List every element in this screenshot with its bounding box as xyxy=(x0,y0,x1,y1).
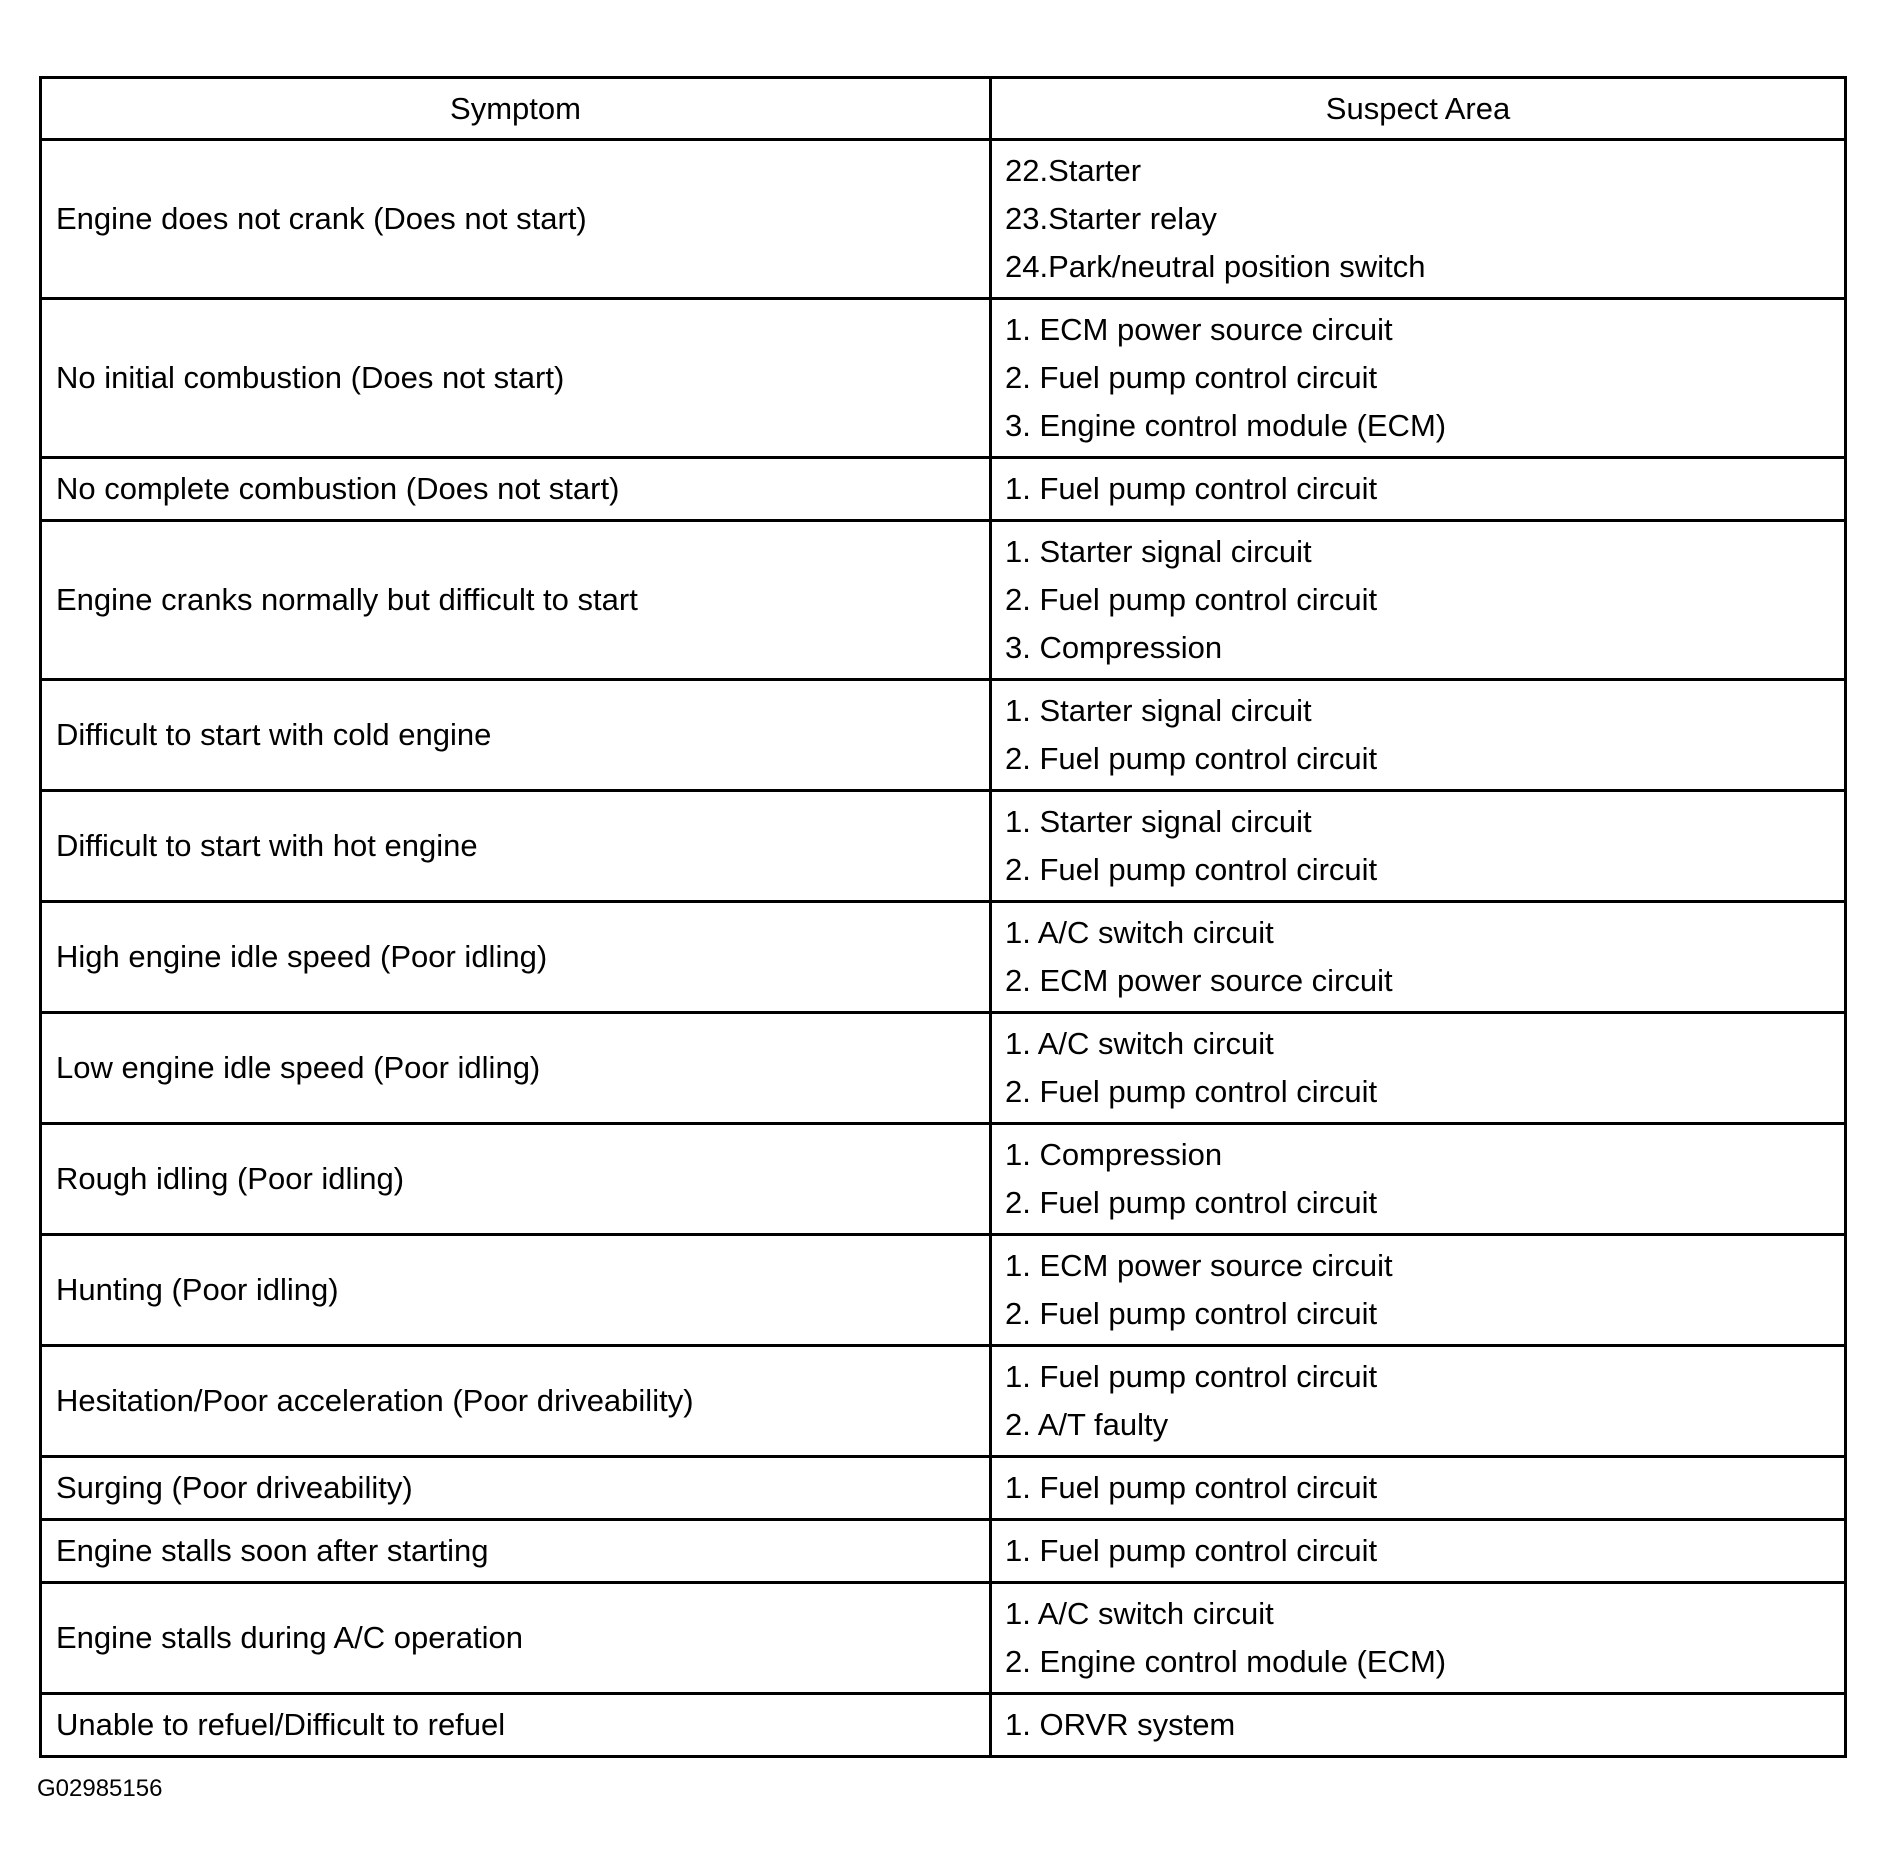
suspect-area-item: 1. ORVR system xyxy=(1005,1707,1236,1742)
table-row xyxy=(41,1013,1846,1124)
suspect-area-item: 1. Fuel pump control circuit xyxy=(1005,1533,1378,1568)
table-row xyxy=(41,458,1846,521)
suspect-area-item: 1. A/C switch circuit xyxy=(1005,1596,1274,1631)
suspect-area-item: 1. Fuel pump control circuit xyxy=(1005,1359,1378,1394)
symptom-cell: No initial combustion (Does not start) xyxy=(41,299,991,458)
suspect-area-item: 1. A/C switch circuit xyxy=(1005,1026,1274,1061)
symptom-cell: Hunting (Poor idling) xyxy=(41,1235,991,1346)
suspect-area-item: 2. A/T faulty xyxy=(1005,1407,1169,1442)
suspect-area-item: 1. ECM power source circuit xyxy=(1005,312,1393,347)
table-row xyxy=(41,1583,1846,1694)
table-body xyxy=(41,140,1846,1757)
suspect-area-cell xyxy=(991,1235,1846,1346)
suspect-area-item: 3. Compression xyxy=(1005,630,1223,665)
suspect-area-item: 1. Fuel pump control circuit xyxy=(1005,1470,1378,1505)
suspect-area-item: 2. Fuel pump control circuit xyxy=(1005,1074,1378,1109)
table-row xyxy=(41,1235,1846,1346)
suspect-area-cell xyxy=(991,1520,1846,1583)
suspect-area-cell xyxy=(991,1457,1846,1520)
suspect-area-item: 23.Starter relay xyxy=(1005,201,1217,236)
suspect-area-item: 2. Fuel pump control circuit xyxy=(1005,741,1378,776)
suspect-area-cell xyxy=(991,902,1846,1013)
suspect-area-cell xyxy=(991,1346,1846,1457)
symptom-cell: Engine stalls soon after starting xyxy=(41,1520,991,1583)
table-row xyxy=(41,1694,1846,1757)
table-row xyxy=(41,1457,1846,1520)
table-row xyxy=(41,521,1846,680)
column-header-symptom: Symptom xyxy=(41,78,991,140)
symptom-cell: Low engine idle speed (Poor idling) xyxy=(41,1013,991,1124)
suspect-area-item: 2. Engine control module (ECM) xyxy=(1005,1644,1447,1679)
table-row xyxy=(41,680,1846,791)
symptom-cell: Difficult to start with cold engine xyxy=(41,680,991,791)
table-row xyxy=(41,140,1846,299)
suspect-area-item: 2. Fuel pump control circuit xyxy=(1005,582,1378,617)
table-row xyxy=(41,1124,1846,1235)
suspect-area-item: 2. Fuel pump control circuit xyxy=(1005,1185,1378,1220)
suspect-area-cell xyxy=(991,140,1846,299)
suspect-area-cell xyxy=(991,299,1846,458)
suspect-area-cell xyxy=(991,458,1846,521)
symptom-cell: Rough idling (Poor idling) xyxy=(41,1124,991,1235)
suspect-area-cell xyxy=(991,791,1846,902)
suspect-area-cell xyxy=(991,1694,1846,1757)
table-row xyxy=(41,1346,1846,1457)
suspect-area-cell xyxy=(991,521,1846,680)
suspect-area-item: 1. Compression xyxy=(1005,1137,1223,1172)
suspect-area-item: 2. ECM power source circuit xyxy=(1005,963,1393,998)
suspect-area-item: 3. Engine control module (ECM) xyxy=(1005,408,1447,443)
symptom-cell: Difficult to start with hot engine xyxy=(41,791,991,902)
suspect-area-item: 22.Starter xyxy=(1005,153,1142,188)
suspect-area-item: 1. Fuel pump control circuit xyxy=(1005,471,1378,506)
table-row xyxy=(41,299,1846,458)
symptom-cell: Engine stalls during A/C operation xyxy=(41,1583,991,1694)
symptom-cell: Engine cranks normally but difficult to start xyxy=(41,521,991,680)
suspect-area-item: 24.Park/neutral position switch xyxy=(1005,249,1426,284)
suspect-area-item: 2. Fuel pump control circuit xyxy=(1005,1296,1378,1331)
symptom-cell: High engine idle speed (Poor idling) xyxy=(41,902,991,1013)
table-row xyxy=(41,791,1846,902)
symptom-cell: Engine does not crank (Does not start) xyxy=(41,140,991,299)
symptom-table xyxy=(39,76,1847,1758)
suspect-area-cell xyxy=(991,1013,1846,1124)
suspect-area-item: 1. A/C switch circuit xyxy=(1005,915,1274,950)
suspect-area-cell xyxy=(991,1583,1846,1694)
suspect-area-item: 2. Fuel pump control circuit xyxy=(1005,360,1378,395)
suspect-area-item: 1. Starter signal circuit xyxy=(1005,534,1312,569)
column-header-suspect-area: Suspect Area xyxy=(991,78,1846,140)
symptom-cell: Surging (Poor driveability) xyxy=(41,1457,991,1520)
suspect-area-item: 1. Starter signal circuit xyxy=(1005,693,1312,728)
suspect-area-item: 1. Starter signal circuit xyxy=(1005,804,1312,839)
symptom-cell: Hesitation/Poor acceleration (Poor driveability) xyxy=(41,1346,991,1457)
figure-id: G02985156 xyxy=(37,1775,163,1802)
symptom-cell: No complete combustion (Does not start) xyxy=(41,458,991,521)
symptom-cell: Unable to refuel/Difficult to refuel xyxy=(41,1694,991,1757)
suspect-area-cell xyxy=(991,1124,1846,1235)
table-row xyxy=(41,902,1846,1013)
suspect-area-cell xyxy=(991,680,1846,791)
suspect-area-item: 1. ECM power source circuit xyxy=(1005,1248,1393,1283)
suspect-area-item: 2. Fuel pump control circuit xyxy=(1005,852,1378,887)
table-header-row xyxy=(41,78,1846,140)
table-row xyxy=(41,1520,1846,1583)
